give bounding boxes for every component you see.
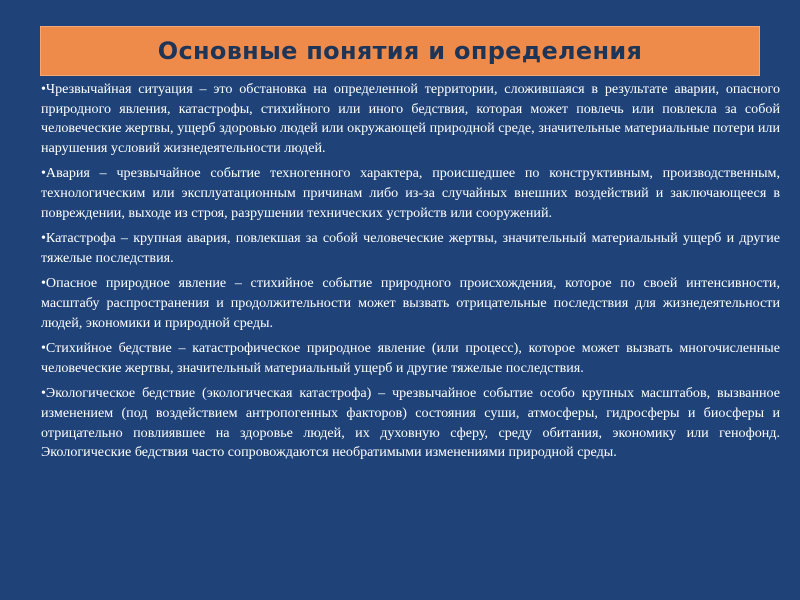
definition-accident: •Авария – чрезвычайное событие техногенного характера, происшедшее по конструктивным, производственным, технологическим или эксплуатационным причинам либо из-за случайных внешних воздействий и заключающееся в повреждении, выходе из строя, разрушении технических устройств или сооружений.: [41, 165, 780, 221]
slide-title: Основные понятия и определения: [157, 37, 643, 65]
definition-ecological-disaster: •Экологическое бедствие (экологическая катастрофа) – чрезвычайное событие особо крупных масштабов, вызванное изменением (под воздействием антропогенных факторов) состояния суши, атмосферы, гидросферы и биосферы и отрицательно повлиявшее на здоровье людей, их духовную сферу, среду обитания, экономику или генофонд. Экологические бедствия часто сопровождаются необратимыми изменениями природной среды.: [41, 385, 780, 461]
title-bar: [40, 26, 760, 76]
definitions-list: [41, 80, 780, 469]
definition-catastrophe: •Катастрофа – крупная авария, повлекшая за собой человеческие жертвы, значительный материальный ущерб и другие тяжелые последствия.: [41, 230, 780, 266]
definition-natural-disaster: •Стихийное бедствие – катастрофическое природное явление (или процесс), которое может вызвать многочисленные человеческие жертвы, значительный материальный ущерб и другие тяжелые последствия.: [41, 340, 780, 376]
definition-hazardous-natural-phenomenon: •Опасное природное явление – стихийное событие природного происхождения, которое по своей интенсивности, масштабу распространения и продолжительности может вызвать отрицательные последствия для жизнедеятельности людей, экономики и природной среды.: [41, 275, 780, 331]
definition-emergency: •Чрезвычайная ситуация – это обстановка на определенной территории, сложившаяся в результате аварии, опасного природного явления, катастрофы, стихийного или иного бедствия, которая может повлечь или повлекла за собой человеческие жертвы, ущерб здоровью людей или окружающей природной среде, значительные материальные потери или нарушения условий жизнедеятельности людей.: [41, 81, 780, 156]
